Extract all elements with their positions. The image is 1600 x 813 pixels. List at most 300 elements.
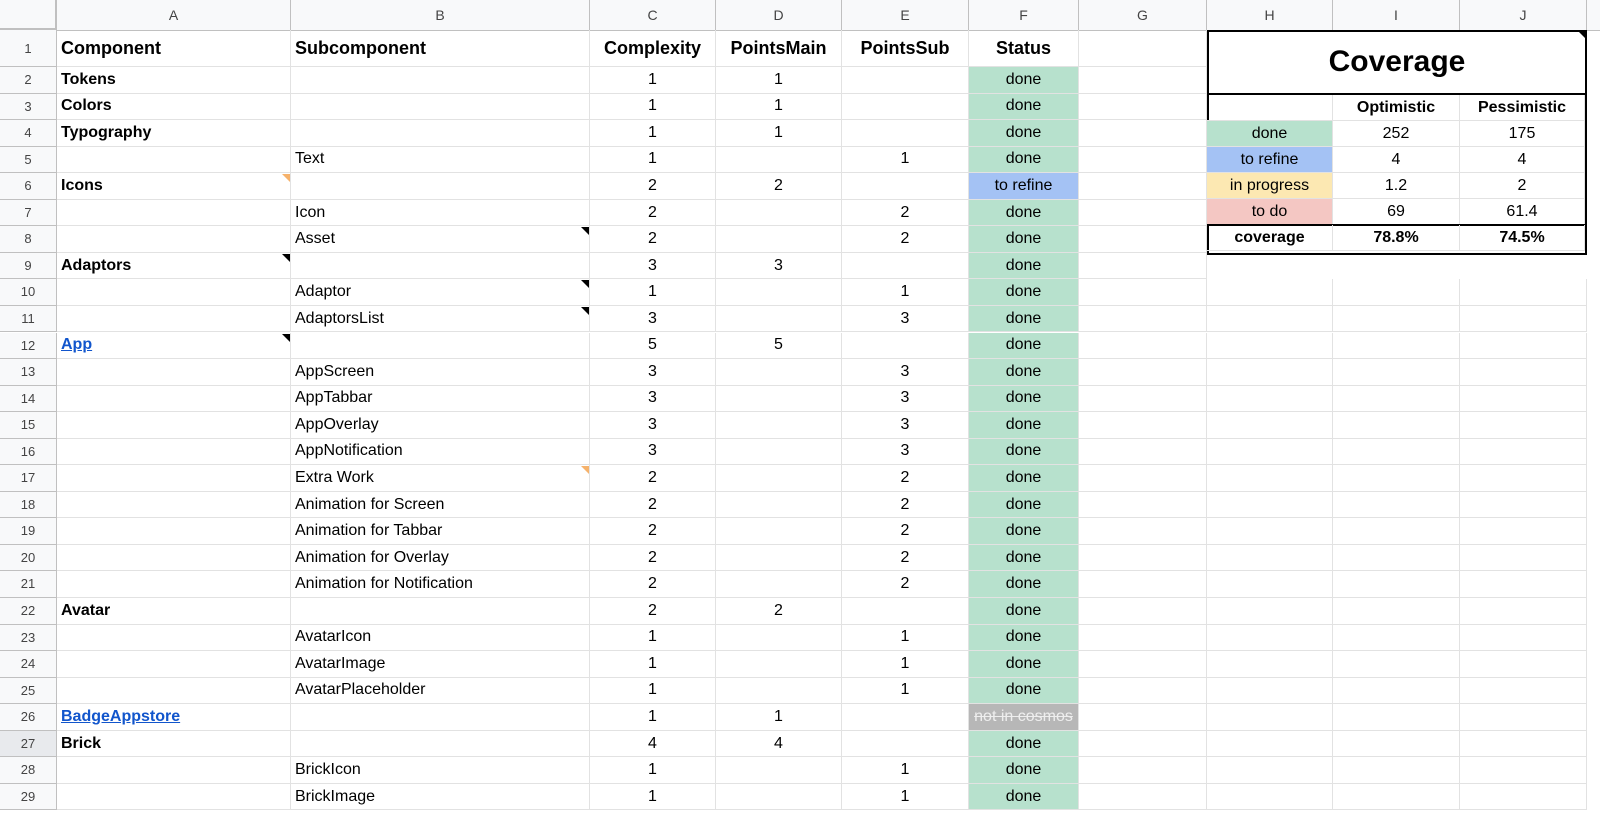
- row-number[interactable]: 25: [0, 678, 57, 705]
- cell-g[interactable]: [1079, 625, 1207, 652]
- cell-empty[interactable]: [1333, 678, 1460, 705]
- complexity-value[interactable]: 1: [590, 678, 716, 705]
- row-number[interactable]: 23: [0, 625, 57, 652]
- coverage-pessimistic-value[interactable]: 175: [1460, 121, 1585, 147]
- cell-empty[interactable]: [1460, 518, 1587, 545]
- complexity-value[interactable]: 3: [590, 439, 716, 466]
- complexity-value[interactable]: 3: [590, 253, 716, 280]
- row-number[interactable]: 27: [0, 731, 57, 758]
- cell-empty[interactable]: [1207, 598, 1333, 625]
- points-main-value[interactable]: [716, 571, 842, 598]
- comment-indicator-icon[interactable]: [581, 280, 589, 288]
- row-number[interactable]: 26: [0, 704, 57, 731]
- status-cell[interactable]: done: [969, 571, 1079, 598]
- points-sub-value[interactable]: 1: [842, 784, 969, 811]
- cell-empty[interactable]: [1460, 731, 1587, 758]
- subcomponent-name[interactable]: Animation for Tabbar: [291, 518, 590, 545]
- cell-g[interactable]: [1079, 571, 1207, 598]
- points-sub-value[interactable]: 2: [842, 200, 969, 227]
- subcomponent-name[interactable]: BrickIcon: [291, 757, 590, 784]
- complexity-value[interactable]: 1: [590, 67, 716, 94]
- component-link[interactable]: BadgeAppstore: [57, 704, 291, 731]
- cell[interactable]: [291, 704, 590, 731]
- complexity-value[interactable]: 2: [590, 465, 716, 492]
- header-subcomponent[interactable]: Subcomponent: [291, 30, 590, 67]
- cell[interactable]: [57, 279, 291, 306]
- row-number[interactable]: 21: [0, 571, 57, 598]
- points-sub-value[interactable]: 2: [842, 518, 969, 545]
- cell-empty[interactable]: [1333, 518, 1460, 545]
- cell-empty[interactable]: [1207, 731, 1333, 758]
- coverage-pessimistic-value[interactable]: 61.4: [1460, 199, 1585, 225]
- header-status[interactable]: Status: [969, 30, 1079, 67]
- coverage-total-optimistic[interactable]: 78.8%: [1333, 225, 1460, 251]
- cell[interactable]: [57, 306, 291, 333]
- cell-g1[interactable]: [1079, 30, 1207, 67]
- column-header-a[interactable]: A: [57, 0, 291, 30]
- cell-empty[interactable]: [1207, 545, 1333, 572]
- cell-g[interactable]: [1079, 545, 1207, 572]
- cell-empty[interactable]: [1207, 439, 1333, 466]
- cell-g[interactable]: [1079, 147, 1207, 174]
- header-complexity[interactable]: Complexity: [590, 30, 716, 67]
- complexity-value[interactable]: 3: [590, 386, 716, 413]
- points-sub-value[interactable]: 3: [842, 306, 969, 333]
- cell-g[interactable]: [1079, 465, 1207, 492]
- row-number[interactable]: 20: [0, 545, 57, 572]
- points-sub-value[interactable]: 1: [842, 147, 969, 174]
- subcomponent-name[interactable]: AppScreen: [291, 359, 590, 386]
- cell[interactable]: [291, 173, 590, 200]
- cell-empty[interactable]: [1333, 598, 1460, 625]
- cell-empty[interactable]: [1460, 386, 1587, 413]
- complexity-value[interactable]: 2: [590, 173, 716, 200]
- cell-empty[interactable]: [1460, 545, 1587, 572]
- row-number[interactable]: 6: [0, 173, 57, 200]
- cell[interactable]: [57, 625, 291, 652]
- points-main-value[interactable]: [716, 386, 842, 413]
- cell[interactable]: [57, 757, 291, 784]
- status-cell[interactable]: done: [969, 386, 1079, 413]
- cell-empty[interactable]: [1333, 279, 1460, 306]
- row-number[interactable]: 11: [0, 306, 57, 333]
- cell-empty[interactable]: [1333, 306, 1460, 333]
- column-header-b[interactable]: B: [291, 0, 590, 30]
- cell[interactable]: [57, 518, 291, 545]
- comment-indicator-icon[interactable]: [282, 254, 290, 262]
- points-sub-value[interactable]: 2: [842, 226, 969, 253]
- status-cell[interactable]: done: [969, 120, 1079, 147]
- status-cell[interactable]: to refine: [969, 173, 1079, 200]
- points-sub-value[interactable]: [842, 173, 969, 200]
- points-main-value[interactable]: [716, 757, 842, 784]
- complexity-value[interactable]: 1: [590, 147, 716, 174]
- cell-empty[interactable]: [1460, 784, 1587, 811]
- points-main-value[interactable]: [716, 412, 842, 439]
- cell-g[interactable]: [1079, 253, 1207, 280]
- status-cell[interactable]: not in cosmos: [969, 704, 1079, 731]
- complexity-value[interactable]: 4: [590, 731, 716, 758]
- column-header-c[interactable]: C: [590, 0, 716, 30]
- comment-indicator-icon[interactable]: [581, 307, 589, 315]
- subcomponent-name[interactable]: Animation for Screen: [291, 492, 590, 519]
- points-main-value[interactable]: [716, 625, 842, 652]
- cell-empty[interactable]: [1333, 333, 1460, 360]
- cell-empty[interactable]: [1460, 598, 1587, 625]
- status-cell[interactable]: done: [969, 731, 1079, 758]
- cell-empty[interactable]: [1460, 465, 1587, 492]
- row-number[interactable]: 19: [0, 518, 57, 545]
- complexity-value[interactable]: 3: [590, 412, 716, 439]
- cell-g[interactable]: [1079, 704, 1207, 731]
- cell-empty[interactable]: [1207, 571, 1333, 598]
- points-main-value[interactable]: [716, 147, 842, 174]
- subcomponent-name[interactable]: Asset: [291, 226, 590, 253]
- complexity-value[interactable]: 2: [590, 226, 716, 253]
- subcomponent-name[interactable]: AvatarIcon: [291, 625, 590, 652]
- complexity-value[interactable]: 2: [590, 492, 716, 519]
- cell-g[interactable]: [1079, 94, 1207, 121]
- cell[interactable]: [57, 571, 291, 598]
- cell-empty[interactable]: [1460, 492, 1587, 519]
- points-main-value[interactable]: 2: [716, 598, 842, 625]
- cell-empty[interactable]: [1207, 518, 1333, 545]
- coverage-label[interactable]: to refine: [1207, 147, 1333, 173]
- comment-indicator-icon[interactable]: [1578, 31, 1586, 39]
- row-number[interactable]: 16: [0, 439, 57, 466]
- cell-empty[interactable]: [1207, 651, 1333, 678]
- cell-empty[interactable]: [1207, 784, 1333, 811]
- cell-empty[interactable]: [1333, 545, 1460, 572]
- points-sub-value[interactable]: 2: [842, 571, 969, 598]
- points-main-value[interactable]: [716, 518, 842, 545]
- status-cell[interactable]: done: [969, 625, 1079, 652]
- cell[interactable]: [291, 598, 590, 625]
- points-main-value[interactable]: [716, 492, 842, 519]
- coverage-optimistic-value[interactable]: 4: [1333, 147, 1460, 173]
- status-cell[interactable]: done: [969, 359, 1079, 386]
- cell-g[interactable]: [1079, 333, 1207, 360]
- complexity-value[interactable]: 1: [590, 94, 716, 121]
- cell[interactable]: [57, 784, 291, 811]
- cell[interactable]: [291, 120, 590, 147]
- complexity-value[interactable]: 2: [590, 545, 716, 572]
- row-number[interactable]: 10: [0, 279, 57, 306]
- coverage-optimistic-value[interactable]: 1.2: [1333, 173, 1460, 199]
- status-cell[interactable]: done: [969, 545, 1079, 572]
- cell-empty[interactable]: [1207, 704, 1333, 731]
- component-name[interactable]: Adaptors: [57, 253, 291, 280]
- points-main-value[interactable]: [716, 279, 842, 306]
- points-main-value[interactable]: 5: [716, 333, 842, 360]
- coverage-pessimistic-value[interactable]: 2: [1460, 173, 1585, 199]
- points-sub-value[interactable]: 3: [842, 386, 969, 413]
- column-header-f[interactable]: F: [969, 0, 1079, 30]
- status-cell[interactable]: done: [969, 651, 1079, 678]
- points-sub-value[interactable]: [842, 94, 969, 121]
- comment-indicator-icon[interactable]: [581, 227, 589, 235]
- column-header-i[interactable]: I: [1333, 0, 1460, 30]
- cell-g[interactable]: [1079, 439, 1207, 466]
- row-number[interactable]: 1: [0, 30, 57, 67]
- coverage-corner[interactable]: [1207, 95, 1333, 121]
- complexity-value[interactable]: 2: [590, 598, 716, 625]
- cell-empty[interactable]: [1207, 412, 1333, 439]
- row-number[interactable]: 4: [0, 120, 57, 147]
- complexity-value[interactable]: 5: [590, 333, 716, 360]
- row-number[interactable]: 22: [0, 598, 57, 625]
- row-number[interactable]: 13: [0, 359, 57, 386]
- points-main-value[interactable]: [716, 465, 842, 492]
- points-sub-value[interactable]: [842, 731, 969, 758]
- cell-empty[interactable]: [1460, 306, 1587, 333]
- points-sub-value[interactable]: 1: [842, 757, 969, 784]
- status-cell[interactable]: done: [969, 598, 1079, 625]
- status-cell[interactable]: done: [969, 200, 1079, 227]
- status-cell[interactable]: done: [969, 253, 1079, 280]
- points-main-value[interactable]: 3: [716, 253, 842, 280]
- cell-empty[interactable]: [1460, 439, 1587, 466]
- subcomponent-name[interactable]: Text: [291, 147, 590, 174]
- cell-empty[interactable]: [1207, 757, 1333, 784]
- points-main-value[interactable]: [716, 545, 842, 572]
- coverage-label[interactable]: in progress: [1207, 173, 1333, 199]
- cell-g[interactable]: [1079, 226, 1207, 253]
- status-cell[interactable]: done: [969, 412, 1079, 439]
- cell[interactable]: [57, 412, 291, 439]
- points-sub-value[interactable]: 2: [842, 545, 969, 572]
- subcomponent-name[interactable]: Extra Work: [291, 465, 590, 492]
- complexity-value[interactable]: 2: [590, 571, 716, 598]
- status-cell[interactable]: done: [969, 147, 1079, 174]
- cell-empty[interactable]: [1207, 465, 1333, 492]
- complexity-value[interactable]: 1: [590, 651, 716, 678]
- points-sub-value[interactable]: [842, 333, 969, 360]
- row-number[interactable]: 14: [0, 386, 57, 413]
- cell-empty[interactable]: [1460, 333, 1587, 360]
- cell-empty[interactable]: [1207, 625, 1333, 652]
- cell-g[interactable]: [1079, 598, 1207, 625]
- cell[interactable]: [57, 359, 291, 386]
- column-header-d[interactable]: D: [716, 0, 842, 30]
- cell-g[interactable]: [1079, 120, 1207, 147]
- cell-empty[interactable]: [1207, 279, 1333, 306]
- points-main-value[interactable]: 4: [716, 731, 842, 758]
- cell-g[interactable]: [1079, 731, 1207, 758]
- status-cell[interactable]: done: [969, 306, 1079, 333]
- row-number[interactable]: 24: [0, 651, 57, 678]
- cell[interactable]: [291, 67, 590, 94]
- points-sub-value[interactable]: [842, 67, 969, 94]
- component-name[interactable]: Typography: [57, 120, 291, 147]
- cell-empty[interactable]: [1333, 731, 1460, 758]
- cell[interactable]: [291, 253, 590, 280]
- cell-empty[interactable]: [1333, 439, 1460, 466]
- cell-g[interactable]: [1079, 386, 1207, 413]
- comment-indicator-icon[interactable]: [282, 334, 290, 342]
- points-main-value[interactable]: [716, 651, 842, 678]
- cell-g[interactable]: [1079, 784, 1207, 811]
- points-main-value[interactable]: 1: [716, 704, 842, 731]
- cell-g[interactable]: [1079, 279, 1207, 306]
- coverage-label[interactable]: to do: [1207, 199, 1333, 225]
- cell-empty[interactable]: [1460, 625, 1587, 652]
- coverage-total-pessimistic[interactable]: 74.5%: [1460, 225, 1585, 251]
- coverage-pessimistic-value[interactable]: 4: [1460, 147, 1585, 173]
- cell[interactable]: [57, 651, 291, 678]
- complexity-value[interactable]: 2: [590, 518, 716, 545]
- cell-g[interactable]: [1079, 757, 1207, 784]
- component-name[interactable]: Tokens: [57, 67, 291, 94]
- column-header-h[interactable]: H: [1207, 0, 1333, 30]
- cell[interactable]: [57, 678, 291, 705]
- cell-g[interactable]: [1079, 200, 1207, 227]
- points-main-value[interactable]: 1: [716, 120, 842, 147]
- header-component[interactable]: Component: [57, 30, 291, 67]
- points-main-value[interactable]: [716, 226, 842, 253]
- cell-g[interactable]: [1079, 306, 1207, 333]
- cell-g[interactable]: [1079, 173, 1207, 200]
- status-cell[interactable]: done: [969, 465, 1079, 492]
- status-cell[interactable]: done: [969, 67, 1079, 94]
- cell-empty[interactable]: [1460, 704, 1587, 731]
- points-sub-value[interactable]: [842, 704, 969, 731]
- cell-empty[interactable]: [1460, 678, 1587, 705]
- status-cell[interactable]: done: [969, 757, 1079, 784]
- cell-empty[interactable]: [1333, 757, 1460, 784]
- cell[interactable]: [57, 147, 291, 174]
- cell-g[interactable]: [1079, 518, 1207, 545]
- row-number[interactable]: 7: [0, 200, 57, 227]
- cell-empty[interactable]: [1207, 333, 1333, 360]
- points-main-value[interactable]: [716, 784, 842, 811]
- cell-empty[interactable]: [1460, 757, 1587, 784]
- complexity-value[interactable]: 1: [590, 625, 716, 652]
- complexity-value[interactable]: 3: [590, 306, 716, 333]
- coverage-label[interactable]: done: [1207, 121, 1333, 147]
- cell-g[interactable]: [1079, 67, 1207, 94]
- cell-empty[interactable]: [1333, 359, 1460, 386]
- subcomponent-name[interactable]: Adaptor: [291, 279, 590, 306]
- row-number[interactable]: 18: [0, 492, 57, 519]
- cell-empty[interactable]: [1460, 571, 1587, 598]
- header-points-main[interactable]: PointsMain: [716, 30, 842, 67]
- cell-empty[interactable]: [1333, 386, 1460, 413]
- subcomponent-name[interactable]: AvatarImage: [291, 651, 590, 678]
- points-main-value[interactable]: 1: [716, 94, 842, 121]
- row-number[interactable]: 2: [0, 67, 57, 94]
- component-name[interactable]: Icons: [57, 173, 291, 200]
- points-sub-value[interactable]: 3: [842, 412, 969, 439]
- status-cell[interactable]: done: [969, 784, 1079, 811]
- component-name[interactable]: Brick: [57, 731, 291, 758]
- points-main-value[interactable]: 2: [716, 173, 842, 200]
- cell[interactable]: [57, 545, 291, 572]
- subcomponent-name[interactable]: BrickImage: [291, 784, 590, 811]
- row-number[interactable]: 15: [0, 412, 57, 439]
- subcomponent-name[interactable]: Icon: [291, 200, 590, 227]
- subcomponent-name[interactable]: AppNotification: [291, 439, 590, 466]
- cell-empty[interactable]: [1333, 465, 1460, 492]
- row-number[interactable]: 9: [0, 253, 57, 280]
- status-cell[interactable]: done: [969, 678, 1079, 705]
- subcomponent-name[interactable]: AdaptorsList: [291, 306, 590, 333]
- subcomponent-name[interactable]: AppTabbar: [291, 386, 590, 413]
- component-name[interactable]: Avatar: [57, 598, 291, 625]
- cell-empty[interactable]: [1207, 492, 1333, 519]
- cell-empty[interactable]: [1460, 651, 1587, 678]
- cell-empty[interactable]: [1207, 306, 1333, 333]
- cell[interactable]: [291, 94, 590, 121]
- complexity-value[interactable]: 2: [590, 200, 716, 227]
- points-sub-value[interactable]: 3: [842, 439, 969, 466]
- points-sub-value[interactable]: [842, 598, 969, 625]
- status-cell[interactable]: done: [969, 94, 1079, 121]
- cell-empty[interactable]: [1460, 359, 1587, 386]
- complexity-value[interactable]: 1: [590, 279, 716, 306]
- cell-g[interactable]: [1079, 412, 1207, 439]
- row-number[interactable]: 28: [0, 757, 57, 784]
- complexity-value[interactable]: 1: [590, 704, 716, 731]
- cell[interactable]: [57, 439, 291, 466]
- cell-empty[interactable]: [1460, 279, 1587, 306]
- status-cell[interactable]: done: [969, 518, 1079, 545]
- cell[interactable]: [57, 465, 291, 492]
- coverage-optimistic-value[interactable]: 69: [1333, 199, 1460, 225]
- cell-empty[interactable]: [1333, 412, 1460, 439]
- points-sub-value[interactable]: 3: [842, 359, 969, 386]
- comment-indicator-icon[interactable]: [581, 466, 589, 474]
- row-number[interactable]: 3: [0, 94, 57, 121]
- complexity-value[interactable]: 1: [590, 120, 716, 147]
- cell-empty[interactable]: [1333, 625, 1460, 652]
- row-number[interactable]: 17: [0, 465, 57, 492]
- cell[interactable]: [57, 200, 291, 227]
- complexity-value[interactable]: 1: [590, 784, 716, 811]
- coverage-optimistic-header[interactable]: Optimistic: [1333, 95, 1460, 121]
- select-all-corner[interactable]: [0, 0, 57, 30]
- cell[interactable]: [57, 492, 291, 519]
- cell-empty[interactable]: [1207, 386, 1333, 413]
- row-number[interactable]: 29: [0, 784, 57, 811]
- cell-empty[interactable]: [1207, 678, 1333, 705]
- row-number[interactable]: 5: [0, 147, 57, 174]
- status-cell[interactable]: done: [969, 279, 1079, 306]
- header-points-sub[interactable]: PointsSub: [842, 30, 969, 67]
- points-sub-value[interactable]: [842, 120, 969, 147]
- component-link[interactable]: App: [57, 333, 291, 360]
- cell-g[interactable]: [1079, 651, 1207, 678]
- component-name[interactable]: Colors: [57, 94, 291, 121]
- points-main-value[interactable]: 1: [716, 67, 842, 94]
- cell[interactable]: [57, 386, 291, 413]
- points-sub-value[interactable]: 2: [842, 465, 969, 492]
- subcomponent-name[interactable]: AvatarPlaceholder: [291, 678, 590, 705]
- points-main-value[interactable]: [716, 359, 842, 386]
- status-cell[interactable]: done: [969, 333, 1079, 360]
- points-main-value[interactable]: [716, 200, 842, 227]
- points-sub-value[interactable]: 1: [842, 651, 969, 678]
- points-main-value[interactable]: [716, 678, 842, 705]
- cell-empty[interactable]: [1460, 412, 1587, 439]
- column-header-j[interactable]: J: [1460, 0, 1587, 30]
- comment-indicator-icon[interactable]: [282, 174, 290, 182]
- cell-empty[interactable]: [1333, 651, 1460, 678]
- cell-g[interactable]: [1079, 359, 1207, 386]
- column-header-e[interactable]: E: [842, 0, 969, 30]
- row-number[interactable]: 12: [0, 333, 57, 360]
- complexity-value[interactable]: 1: [590, 757, 716, 784]
